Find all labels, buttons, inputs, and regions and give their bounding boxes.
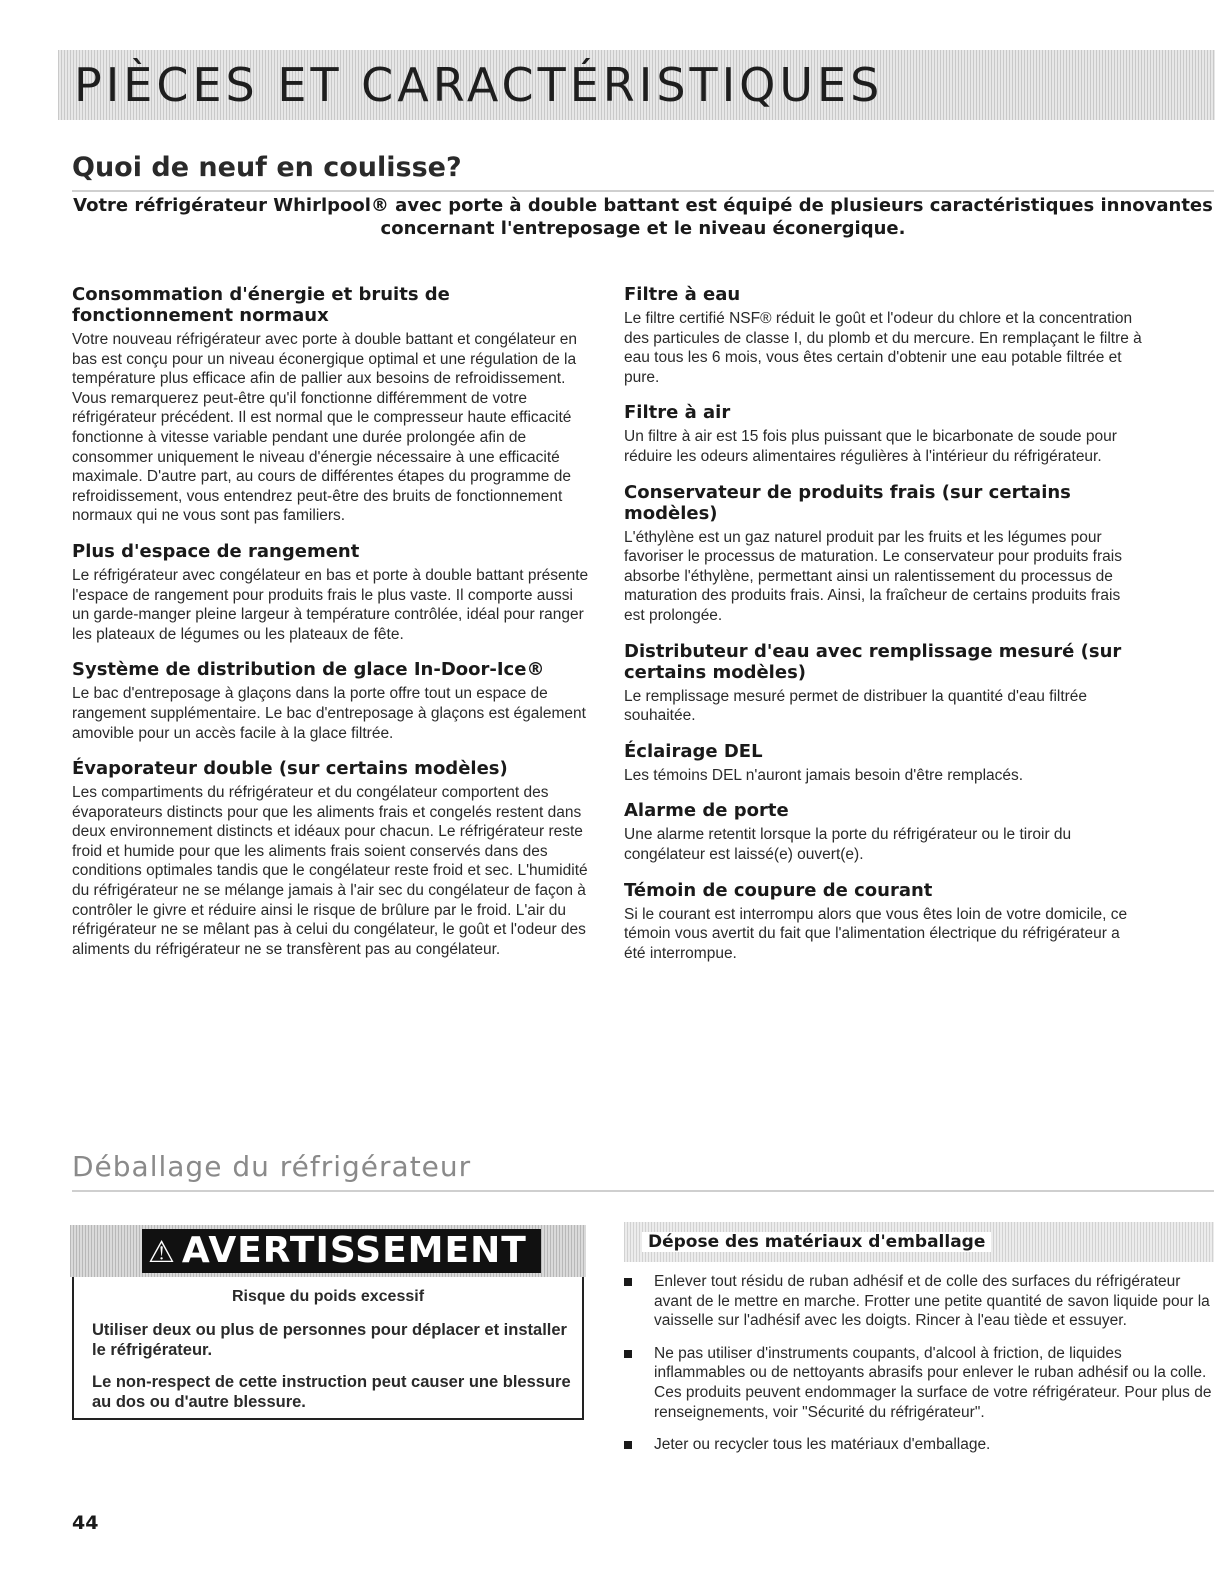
list-item-text: Enlever tout résidu de ruban adhésif et de colle des surfaces du réfrigérateur avant de le mettre en marche. Frotter une petite quantité de savon liquide pour la vaisselle sur l'adhésif avec les doigts. Rincer à l'eau tiède et essuyer.: [654, 1273, 1210, 1330]
bullet-icon: [624, 1441, 632, 1449]
list-item-text: Ne pas utiliser d'instruments coupants, d'alcool à friction, de liquides inflammables ou de nettoyants abrasifs pour enlever le ruban adhésif ou la colle. Ces produits peuvent endommager la surface de votre réfrigérateur. Pour plus de renseignements, voir "Sécurité du réfrigérateur".: [654, 1344, 1212, 1421]
feature-heading: Éclairage DEL: [624, 740, 763, 762]
feature-body: Votre nouveau réfrigérateur avec porte à double battant et congélateur en bas est conçu pour un niveau éconergique optimal et une régulation de la température plus efficace afin de pallier aux besoins de refroidissement. Vous remarquerez peut-être qu'il fonctionne différemment de votre réfrigérateur précédent. Il est normal que le compresseur haute efficacité fonctionne à vitesse variable pendant une durée prolongée afin de consommer uniquement le niveau d'énergie nécessaire à une efficacité maximale. D'autre part, au cours de différentes étapes du programme de refroidissement, vous entendrez peut-être des bruits de fonctionnement normaux qui ne vous sont pas familiers.: [72, 331, 577, 525]
feature-heading: Consommation d'énergie et bruits de fonctionnement normaux: [72, 284, 450, 326]
section-rule: [72, 190, 1214, 192]
list-item: [624, 1272, 1214, 1331]
feature-heading: Système de distribution de glace In-Door-Ice®: [72, 659, 545, 681]
warning-header: [70, 1225, 586, 1277]
bullet-icon: [624, 1278, 632, 1286]
right-column: [624, 284, 1144, 978]
feature-body: Le bac d'entreposage à glaçons dans la porte offre tout un espace de rangement supplémentaire. Le bac d'entreposage à glaçons est également amovible pour un accès facile à la glace filtrée.: [72, 685, 586, 742]
bullet-icon: [624, 1350, 632, 1358]
warning-instruction: Utiliser deux ou plus de personnes pour déplacer et installer le réfrigérateur.: [92, 1321, 567, 1359]
warning-label: [142, 1229, 541, 1273]
page-number: 44: [72, 1512, 99, 1534]
list-item-text: Jeter ou recycler tous les matériaux d'emballage.: [654, 1436, 991, 1454]
page-banner: [58, 50, 1215, 120]
warning-triangle-icon: ⚠: [148, 1235, 176, 1270]
feature-heading: Évaporateur double (sur certains modèles): [72, 758, 508, 780]
left-column: [72, 284, 590, 974]
section-title-quoi-de-neuf: Quoi de neuf en coulisse?: [72, 152, 462, 183]
feature-body: Un filtre à air est 15 fois plus puissant que le bicarbonate de soude pour réduire les odeurs alimentaires régulières à l'intérieur du réfrigérateur.: [624, 428, 1117, 465]
list-item: [624, 1344, 1214, 1422]
list-item: [624, 1435, 1214, 1455]
feature-heading: Conservateur de produits frais (sur certains modèles): [624, 481, 1071, 524]
feature-body: Le réfrigérateur avec congélateur en bas et porte à double battant présente l'espace de rangement pour produits frais le plus vaste. Il comporte aussi un garde-manger pleine largeur à température contrôlée, idéal pour ranger les plateaux de légumes ou les plateaux de fête.: [72, 566, 589, 643]
feature-heading: Alarme de porte: [624, 800, 789, 822]
feature-body: Si le courant est interrompu alors que vous êtes loin de votre domicile, ce témoin vous avertit du fait que l'alimentation électrique du réfrigérateur a été interrompue.: [624, 905, 1128, 962]
feature-body: Le filtre certifié NSF® réduit le goût et l'odeur du chlore et la concentration des particules de classe I, du plomb et du mercure. En remplaçant le filtre à eau tous les 6 mois, vous êtes certain d'obtenir une eau potable filtrée et pure.: [624, 310, 1142, 386]
section-rule: [72, 1190, 1214, 1192]
feature-heading: Filtre à eau: [624, 284, 741, 305]
feature-body: Le remplissage mesuré permet de distribuer la quantité d'eau filtrée souhaitée.: [624, 687, 1088, 725]
warning-consequence: Le non-respect de cette instruction peut causer une blessure au dos ou d'autre blessure.: [92, 1373, 571, 1411]
feature-heading: Distributeur d'eau avec remplissage mesuré (sur certains modèles): [624, 640, 1122, 683]
feature-heading: Filtre à air: [624, 402, 731, 424]
feature-body: Les témoins DEL n'auront jamais besoin d'être remplacés.: [624, 766, 1024, 784]
feature-heading: Plus d'espace de rangement: [72, 540, 360, 562]
feature-body: L'éthylène est un gaz naturel produit par les fruits et les légumes pour favoriser le processus de maturation. Le conservateur pour produits frais absorbe l'éthylène, permettant ainsi un ralentissement du processus de maturation des produits frais. Ainsi, la fraîcheur de certains produits frais est prolongée.: [624, 528, 1122, 624]
banner-title: PIÈCES ET CARACTÉRISTIQUES: [74, 58, 884, 112]
feature-body: Une alarme retentit lorsque la porte du réfrigérateur ou le tiroir du congélateur est laissé(e) ouvert(e).: [624, 826, 1072, 863]
warning-risk: Risque du poids excessif: [231, 1288, 425, 1305]
section-title-deballage: Déballage du réfrigérateur: [72, 1150, 472, 1183]
section-intro: Votre réfrigérateur Whirlpool® avec porte à double battant est équipé de plusieurs caractéristiques innovantes concernant l'entreposage et le niveau éconergique.: [73, 195, 1213, 239]
feature-body: Les compartiments du réfrigérateur et du congélateur comportent des évaporateurs distincts pour que les aliments frais et congelés restent dans deux environnement distincts et idéaux pour chacun. Le réfrigérateur reste froid et humide pour que les aliments frais soient conservés dans des conditions optimales tandis que le congélateur reste froid et sec. L'humidité du réfrigérateur ne se mélange jamais à l'air sec du congélateur de façon à contrôler le givre et réduire ainsi le risque de brûlure par le froid. L'air du réfrigérateur ne se mêlant pas à celui du congélateur, le goût et l'odeur des aliments du réfrigérateur ne se transfèrent pas au congélateur.: [72, 784, 588, 958]
depose-list: [624, 1272, 1214, 1468]
feature-heading: Témoin de coupure de courant: [624, 879, 933, 901]
depose-header: [624, 1222, 1214, 1262]
warning-label-text: AVERTISSEMENT: [181, 1230, 527, 1271]
depose-title: Dépose des matériaux d'emballage: [642, 1232, 991, 1252]
